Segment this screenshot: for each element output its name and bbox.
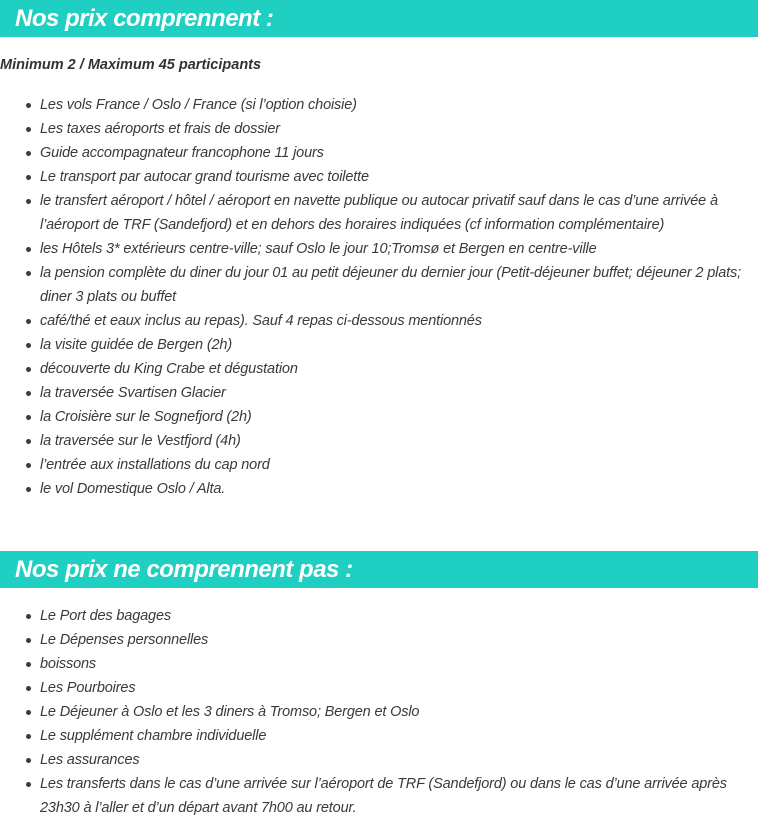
bullet-icon — [26, 415, 31, 420]
list-item — [0, 333, 758, 357]
included-list — [0, 93, 758, 501]
bullet-icon — [26, 391, 31, 396]
list-item-text: Les vols France / Oslo / France (si l’option choisie) — [40, 97, 357, 113]
list-item — [0, 628, 758, 652]
list-item-text: Les taxes aéroports et frais de dossier — [40, 121, 280, 137]
list-item — [0, 748, 758, 772]
list-item-text: la visite guidée de Bergen (2h) — [40, 337, 233, 353]
bullet-icon — [26, 319, 31, 324]
bullet-icon — [26, 686, 31, 691]
list-item-text: Guide accompagnateur francophone 11 jours — [40, 145, 324, 161]
list-item — [0, 381, 758, 405]
list-item — [0, 261, 758, 309]
bullet-icon — [26, 127, 31, 132]
list-item — [0, 772, 758, 820]
excluded-heading: Nos prix ne comprennent pas : — [0, 551, 758, 588]
bullet-icon — [26, 343, 31, 348]
list-item — [0, 477, 758, 501]
list-item-text: Les Pourboires — [40, 680, 136, 696]
list-item-text: la pension complète du diner du jour 01 au petit déjeuner du dernier jour (Petit-déjeuner buffet; déjeuner 2 plats; diner 3 plats ou buffet — [40, 265, 741, 305]
bullet-icon — [26, 151, 31, 156]
list-item-text: la Croisière sur le Sognefjord (2h) — [40, 409, 252, 425]
list-item-text: le vol Domestique Oslo / Alta. — [40, 481, 226, 497]
bullet-icon — [26, 175, 31, 180]
list-item-text: boissons — [40, 656, 97, 672]
bullet-icon — [26, 367, 31, 372]
list-item — [0, 189, 758, 237]
excluded-list — [0, 604, 758, 820]
bullet-icon — [26, 487, 31, 492]
bullet-icon — [26, 638, 31, 643]
list-item — [0, 676, 758, 700]
list-item-text: Le Déjeuner à Oslo et les 3 diners à Tromso; Bergen et Oslo — [40, 704, 420, 720]
list-item-text: Le Port des bagages — [40, 608, 171, 624]
list-item — [0, 652, 758, 676]
list-item — [0, 604, 758, 628]
bullet-icon — [26, 782, 31, 787]
list-item — [0, 309, 758, 333]
list-item — [0, 93, 758, 117]
list-item — [0, 700, 758, 724]
bullet-icon — [26, 614, 31, 619]
list-item-text: café/thé et eaux inclus au repas). Sauf 4 repas ci-dessous mentionnés — [40, 313, 482, 329]
bullet-icon — [26, 271, 31, 276]
bullet-icon — [26, 199, 31, 204]
list-item-text: l’entrée aux installations du cap nord — [40, 457, 270, 473]
list-item-text: le transfert aéroport / hôtel / aéroport en navette publique ou autocar privatif sauf dans le cas d’une arrivée à l’aéroport de TRF (Sandefjord) et en dehors des horaires indiquées (cf information complémentaire) — [40, 193, 718, 233]
list-item — [0, 237, 758, 261]
list-item — [0, 724, 758, 748]
list-item — [0, 165, 758, 189]
list-item — [0, 405, 758, 429]
list-item-text: Les transferts dans le cas d’une arrivée sur l’aéroport de TRF (Sandefjord) ou dans le cas d’une arrivée après 23h30 à l’aller et d’un départ avant 7h00 au retour. — [40, 776, 727, 816]
list-item-text: Le transport par autocar grand tourisme avec toilette — [40, 169, 369, 185]
list-item-text: la traversée Svartisen Glacier — [40, 385, 226, 401]
bullet-icon — [26, 439, 31, 444]
bullet-icon — [26, 463, 31, 468]
participants-subtitle: Minimum 2 / Maximum 45 participants — [0, 57, 262, 73]
bullet-icon — [26, 758, 31, 763]
list-item-text: Les assurances — [40, 752, 140, 768]
bullet-icon — [26, 662, 31, 667]
included-heading: Nos prix comprennent : — [0, 0, 758, 37]
list-item-text: Le supplément chambre individuelle — [40, 728, 267, 744]
list-item-text: les Hôtels 3* extérieurs centre-ville; sauf Oslo le jour 10;Tromsø et Bergen en centre-ville — [40, 241, 597, 257]
list-item — [0, 117, 758, 141]
list-item-text: la traversée sur le Vestfjord (4h) — [40, 433, 241, 449]
list-item — [0, 453, 758, 477]
bullet-icon — [26, 103, 31, 108]
bullet-icon — [26, 734, 31, 739]
list-item-text: découverte du King Crabe et dégustation — [40, 361, 298, 377]
list-item — [0, 357, 758, 381]
list-item-text: Le Dépenses personnelles — [40, 632, 209, 648]
list-item — [0, 429, 758, 453]
bullet-icon — [26, 247, 31, 252]
bullet-icon — [26, 710, 31, 715]
list-item — [0, 141, 758, 165]
